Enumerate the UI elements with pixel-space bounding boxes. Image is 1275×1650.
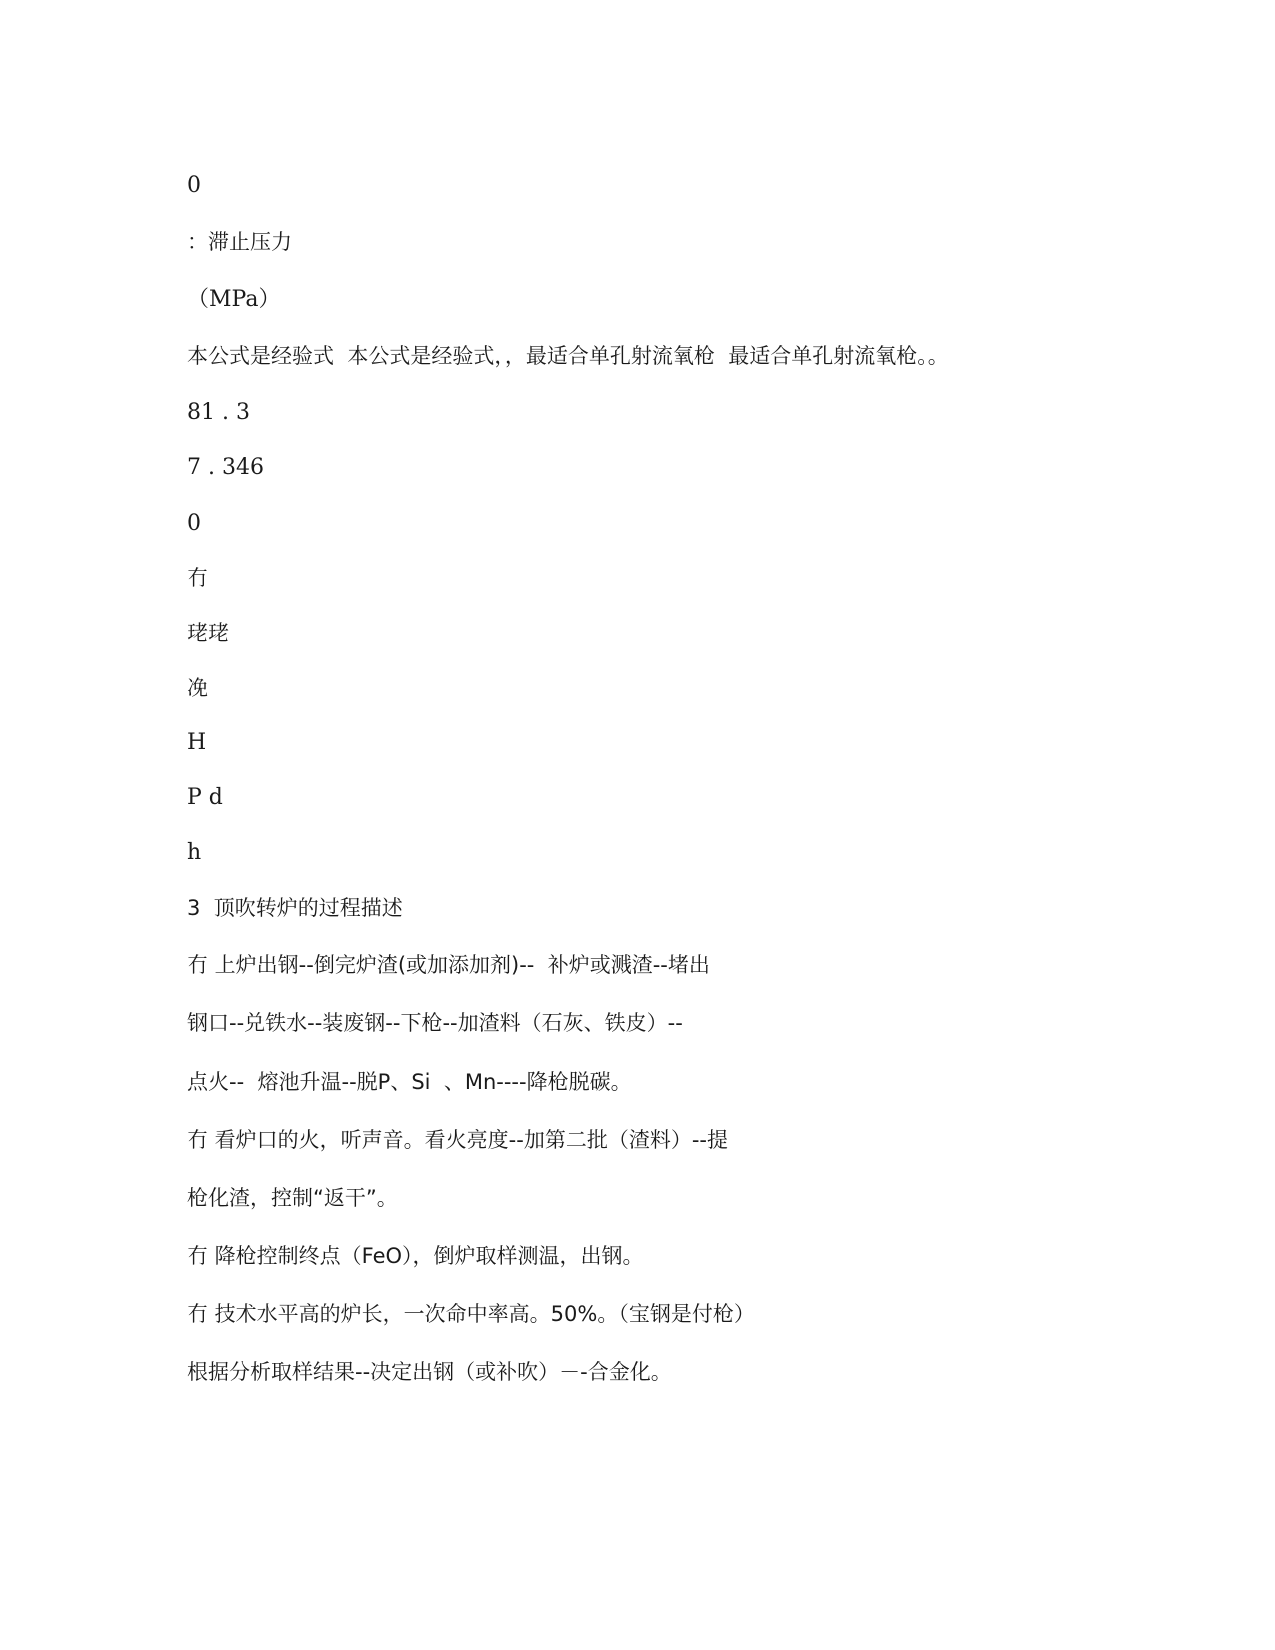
text-line: 根据分析取样结果--决定出钢（或补吹）－-合金化。 bbox=[187, 1360, 672, 1384]
section-heading: 3 顶吹转炉的过程描述 bbox=[187, 896, 403, 920]
text-line: 冇 bbox=[187, 566, 208, 590]
text-line: 冇 技术水平高的炉长，一次命中率高。50%。（宝钢是付枪） bbox=[187, 1302, 755, 1326]
text-line: 凂 bbox=[187, 676, 208, 700]
text-line: 0 bbox=[187, 511, 201, 536]
text-line: ：滞止压力 bbox=[187, 230, 292, 254]
text-line: 珯珯 bbox=[187, 621, 229, 645]
text-line: 冇 看炉口的火，听声音。看火亮度--加第二批（渣料）--提 bbox=[187, 1128, 728, 1152]
text-line: 冇 上炉出钢--倒完炉渣(或加添加剂)-- 补炉或溅渣--堵出 bbox=[187, 953, 710, 977]
text-line: 0 bbox=[187, 173, 201, 198]
text-line: 钢口--兑铁水--装废钢--下枪--加渣料（石灰、铁皮）-- bbox=[187, 1011, 683, 1035]
text-line: P d bbox=[187, 785, 223, 810]
text-line: 81 . 3 bbox=[187, 400, 250, 425]
text-line: （MPa） bbox=[187, 287, 281, 312]
text-line: h bbox=[187, 840, 202, 865]
text-line: 本公式是经验式 本公式是经验式，，最适合单孔射流氧枪 最适合单孔射流氧枪。。 bbox=[187, 344, 949, 368]
text-line: 枪化渣，控制“返干”。 bbox=[187, 1186, 398, 1210]
text-line: 点火-- 熔池升温--脱P、Si 、Mn----降枪脱碳。 bbox=[187, 1070, 632, 1094]
text-line: H bbox=[187, 730, 207, 755]
text-line: 冇 降枪控制终点（FeO），倒炉取样测温，出钢。 bbox=[187, 1244, 644, 1268]
text-line: 7 . 346 bbox=[187, 455, 264, 480]
